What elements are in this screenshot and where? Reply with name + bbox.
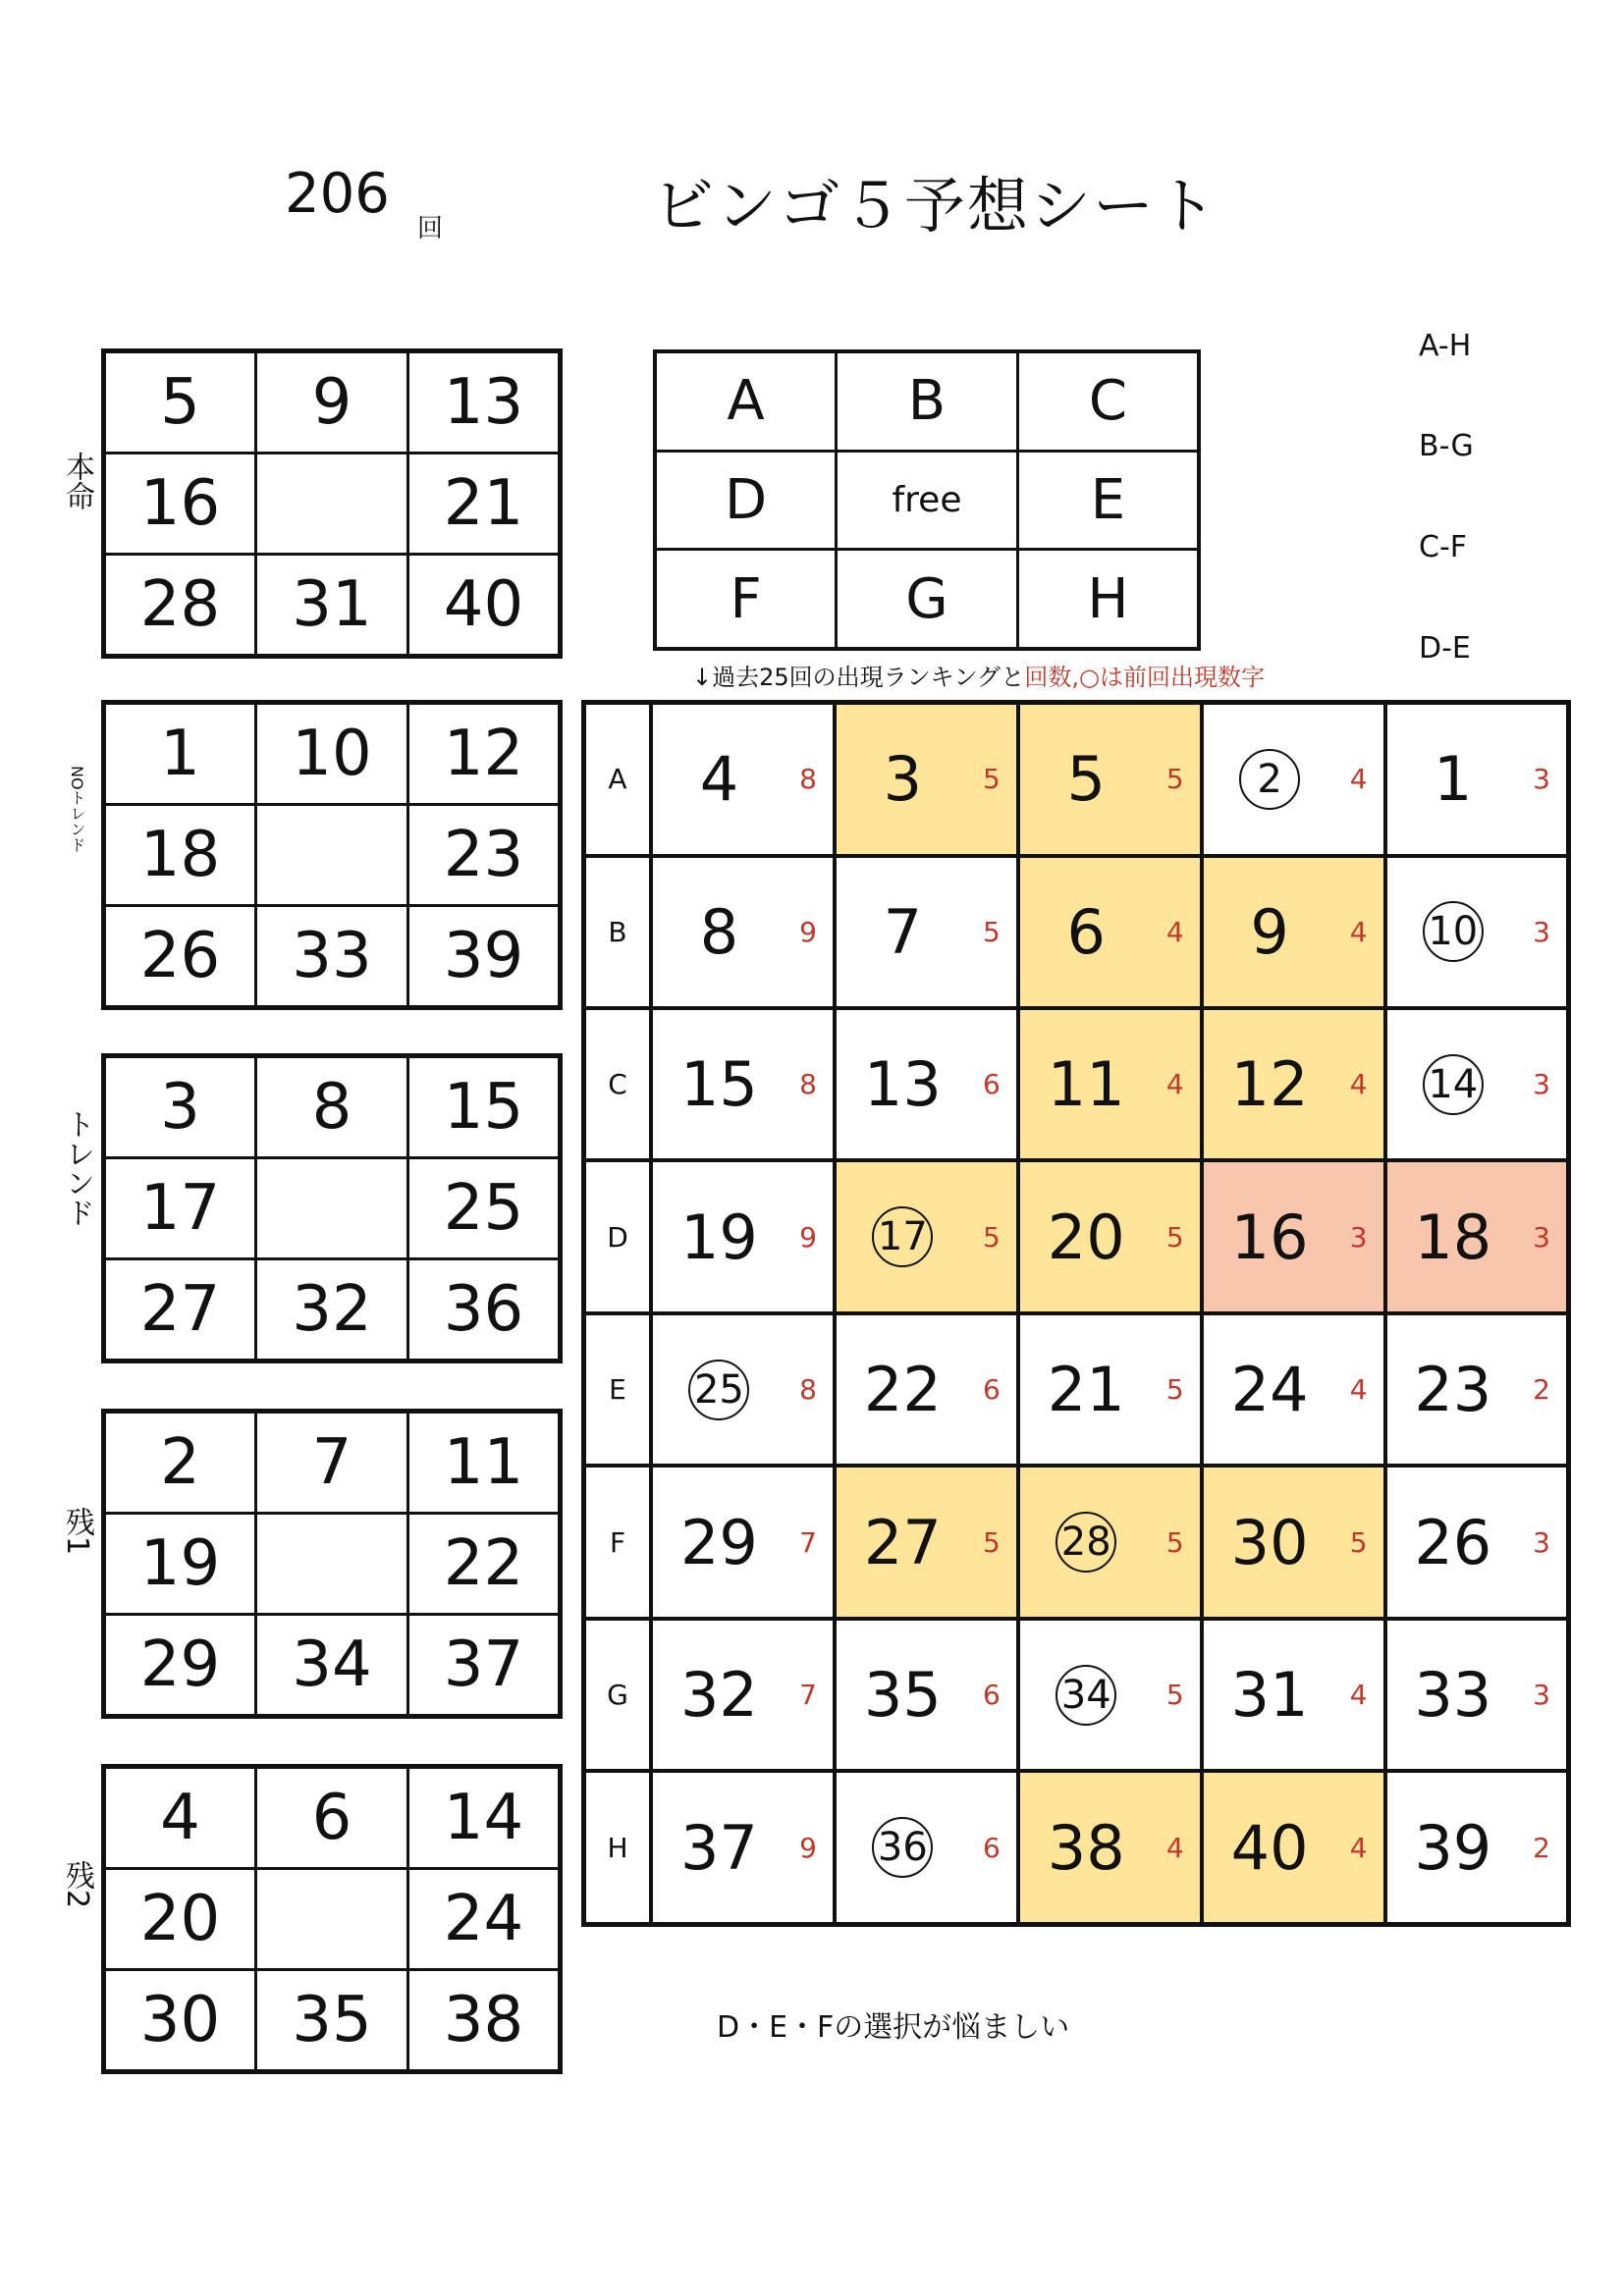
ranking-number — [837, 858, 969, 1006]
grid-cell: 30 — [104, 1970, 256, 2072]
ranking-number — [837, 705, 969, 854]
ranking-number-text: 38 — [1047, 1811, 1125, 1884]
grid-cell: 18 — [104, 805, 256, 906]
ranking-number-circled — [1387, 1010, 1519, 1158]
ranking-count: 5 — [982, 1220, 1001, 1254]
grid-cell: 32 — [256, 1259, 408, 1362]
ranking-count: 5 — [1165, 1220, 1184, 1254]
ranking-cell — [835, 1619, 1018, 1771]
ranking-count: 5 — [1165, 1679, 1184, 1712]
letter-cell: F — [655, 550, 837, 649]
ranking-cell — [651, 856, 835, 1008]
ranking-number — [837, 1621, 969, 1769]
ranking-row-label: G — [584, 1619, 652, 1771]
ranking-row-label: D — [584, 1160, 652, 1312]
letter-cell: D — [655, 451, 837, 550]
ranking-number — [1387, 705, 1519, 854]
ranking-count: 4 — [1165, 1831, 1184, 1864]
ranking-cell — [1385, 856, 1569, 1008]
ranking-cell — [1385, 1008, 1569, 1160]
grid-label-text: 残2 — [60, 1860, 94, 1909]
line-label: B-G — [1419, 429, 1474, 463]
ranking-cell — [1018, 703, 1202, 856]
ranking-cell — [1202, 1313, 1385, 1466]
ranking-cell — [835, 1313, 1018, 1466]
grid-cell: 33 — [256, 906, 408, 1008]
ranking-count: 6 — [982, 1831, 1001, 1864]
ranking-cell — [835, 1008, 1018, 1160]
ranking-number-text: 15 — [679, 1048, 758, 1121]
grid-cell: 40 — [408, 555, 561, 657]
ranking-number-text: 27 — [863, 1506, 942, 1578]
letter-cell: C — [1017, 351, 1199, 451]
ranking-number-text: 5 — [1066, 743, 1106, 816]
ranking-number — [1020, 705, 1153, 854]
ranking-number-text: 26 — [1414, 1506, 1492, 1578]
ranking-number-text: 14 — [1423, 1054, 1484, 1115]
ranking-row — [584, 1619, 1569, 1771]
ranking-count: 8 — [799, 1068, 817, 1101]
prediction-grid-zan1 — [101, 1409, 563, 1719]
ranking-number-text: 21 — [1047, 1354, 1125, 1426]
ranking-cell — [651, 1160, 835, 1312]
grid-cell: 28 — [104, 555, 256, 657]
ranking-count: 5 — [982, 1525, 1001, 1559]
ranking-count: 4 — [1349, 1068, 1368, 1101]
ranking-count: 2 — [1533, 1373, 1550, 1407]
grid-cell: 23 — [408, 805, 561, 906]
line-label: C-F — [1419, 530, 1468, 564]
grid-cell: 13 — [408, 351, 561, 454]
ranking-number-text: 40 — [1230, 1811, 1309, 1884]
grid-cell: 3 — [104, 1056, 256, 1158]
grid-label-text: NOトレンド — [68, 766, 86, 853]
ranking-row-label: H — [584, 1771, 652, 1924]
note-text: D・E・Fの選択が悩ましい — [717, 2010, 1070, 2045]
ranking-count: 5 — [982, 915, 1001, 948]
grid-cell: 21 — [408, 454, 561, 555]
ranking-cell — [835, 856, 1018, 1008]
prediction-grid-honmei — [101, 348, 563, 659]
line-label: A-H — [1419, 329, 1472, 363]
ranking-count: 9 — [799, 1831, 817, 1864]
ranking-cell — [1202, 703, 1385, 856]
ranking-number-circled — [1387, 858, 1519, 1006]
ranking-number-text: 13 — [863, 1048, 942, 1121]
grid-cell-free — [256, 1514, 408, 1615]
ranking-number — [653, 1773, 785, 1922]
ranking-row-label: E — [584, 1313, 652, 1466]
ranking-number-text: 1 — [1434, 743, 1473, 816]
ranking-number-text: 22 — [863, 1354, 942, 1426]
ranking-row — [584, 856, 1569, 1008]
ranking-cell — [1385, 1313, 1569, 1466]
ranking-number-text: 39 — [1414, 1811, 1492, 1884]
letter-cell: A — [655, 351, 837, 451]
ranking-row — [584, 1313, 1569, 1466]
ranking-number-text: 7 — [883, 895, 923, 968]
letter-cell: G — [837, 550, 1018, 649]
grid-cell: 11 — [408, 1412, 561, 1514]
grid-cell: 14 — [408, 1767, 561, 1869]
letter-cell: H — [1017, 550, 1199, 649]
ranking-count: 5 — [1165, 763, 1184, 796]
ranking-cell — [651, 1008, 835, 1160]
grid-label-no-trend — [52, 766, 101, 858]
ranking-count: 4 — [1349, 1373, 1368, 1407]
ranking-number — [1387, 1468, 1519, 1616]
ranking-number — [1387, 1621, 1519, 1769]
ranking-number-text: 24 — [1230, 1354, 1309, 1426]
ranking-count: 4 — [1165, 1068, 1184, 1101]
grid-cell-free — [256, 805, 408, 906]
ranking-count: 4 — [1349, 915, 1368, 948]
ranking-number-text: 35 — [863, 1659, 942, 1732]
ranking-number — [1020, 858, 1153, 1006]
ranking-number-text: 3 — [883, 743, 923, 816]
ranking-body — [584, 703, 1569, 1925]
ranking-number — [653, 1162, 785, 1310]
ranking-number-text: 33 — [1414, 1659, 1492, 1732]
ranking-number-circled — [837, 1773, 969, 1922]
ranking-cell — [835, 703, 1018, 856]
grid-cell: 26 — [104, 906, 256, 1008]
ranking-count: 3 — [1533, 1068, 1550, 1101]
grid-label-zan1 — [52, 1507, 101, 1571]
ranking-cell — [1385, 1466, 1569, 1618]
ranking-cell — [835, 1771, 1018, 1924]
grid-cell: 22 — [408, 1514, 561, 1615]
grid-cell-free — [256, 1158, 408, 1259]
page-title: ビンゴ５予想シート — [653, 170, 1219, 241]
ranking-number — [653, 858, 785, 1006]
ranking-number — [1387, 1162, 1519, 1310]
ranking-number — [1204, 1621, 1336, 1769]
ranking-row-label: C — [584, 1008, 652, 1160]
ranking-count: 9 — [799, 1220, 817, 1254]
grid-cell: 4 — [104, 1767, 256, 1869]
ranking-number — [1204, 1315, 1336, 1464]
ranking-count: 4 — [1349, 763, 1368, 796]
ranking-cell — [1018, 1160, 1202, 1312]
ranking-count: 6 — [982, 1679, 1001, 1712]
ranking-number — [1204, 858, 1336, 1006]
ranking-cell — [1385, 1771, 1569, 1924]
ranking-count: 3 — [1533, 1525, 1550, 1559]
ranking-number — [1387, 1773, 1519, 1922]
ranking-count: 5 — [1165, 1525, 1184, 1559]
ranking-row-label: F — [584, 1466, 652, 1618]
ranking-number — [1204, 1468, 1336, 1616]
ranking-number-text: 6 — [1066, 895, 1106, 968]
ranking-cell — [651, 703, 835, 856]
grid-label-text: 本命 — [60, 452, 94, 510]
ranking-count: 8 — [799, 1373, 817, 1407]
ranking-cell — [651, 1771, 835, 1924]
ranking-number-text: 29 — [679, 1506, 758, 1578]
ranking-number — [653, 1010, 785, 1158]
ranking-count: 4 — [1165, 915, 1184, 948]
grid-cell: 6 — [256, 1767, 408, 1869]
ranking-number-text: 37 — [679, 1811, 758, 1884]
grid-cell: 29 — [104, 1615, 256, 1717]
round-unit: 回 — [417, 214, 444, 243]
ranking-cell — [1018, 856, 1202, 1008]
ranking-number — [1204, 1162, 1336, 1310]
ranking-count: 7 — [799, 1525, 817, 1559]
ranking-number-text: 34 — [1056, 1665, 1116, 1726]
grid-cell-free — [256, 1869, 408, 1970]
grid-cell: 16 — [104, 454, 256, 555]
grid-cell: 34 — [256, 1615, 408, 1717]
grid-cell: 31 — [256, 555, 408, 657]
grid-cell: 1 — [104, 703, 256, 805]
grid-cell: 7 — [256, 1412, 408, 1514]
ranking-count: 3 — [1349, 1220, 1368, 1254]
ranking-number-text: 11 — [1047, 1048, 1125, 1121]
grid-label-honmei — [52, 452, 101, 526]
ranking-number — [1020, 1773, 1153, 1922]
ranking-count: 5 — [1349, 1525, 1368, 1559]
ranking-row-label: B — [584, 856, 652, 1008]
grid-cell: 27 — [104, 1259, 256, 1362]
ranking-number — [837, 1315, 969, 1464]
ranking-caption-highlight: 回数,○は前回出現数字 — [1024, 664, 1265, 691]
ranking-cell — [651, 1466, 835, 1618]
ranking-cell — [1018, 1008, 1202, 1160]
grid-cell: 8 — [256, 1056, 408, 1158]
ranking-cell — [1385, 1619, 1569, 1771]
ranking-number — [837, 1468, 969, 1616]
ranking-number-text: 18 — [1414, 1201, 1492, 1273]
ranking-count: 9 — [799, 915, 817, 948]
ranking-number-text: 10 — [1423, 901, 1484, 962]
ranking-count: 3 — [1533, 763, 1550, 796]
ranking-count: 4 — [1349, 1679, 1368, 1712]
letter-grid — [653, 349, 1201, 651]
ranking-cell — [835, 1466, 1018, 1618]
ranking-cell — [1018, 1619, 1202, 1771]
grid-label-trend — [52, 1109, 101, 1243]
ranking-count: 8 — [799, 763, 817, 796]
ranking-row — [584, 1008, 1569, 1160]
ranking-number-text: 30 — [1230, 1506, 1309, 1578]
ranking-number-circled — [1020, 1468, 1153, 1616]
grid-label-zan2 — [52, 1860, 101, 1924]
ranking-number — [1204, 1773, 1336, 1922]
ranking-cell — [835, 1160, 1018, 1312]
ranking-number-text: 9 — [1250, 895, 1289, 968]
grid-cell: 39 — [408, 906, 561, 1008]
ranking-cell — [1018, 1771, 1202, 1924]
ranking-cell — [651, 1313, 835, 1466]
ranking-row — [584, 1466, 1569, 1618]
ranking-number-text: 32 — [679, 1659, 758, 1732]
ranking-row — [584, 1160, 1569, 1312]
ranking-number-circled — [1020, 1621, 1153, 1769]
ranking-cell — [1385, 703, 1569, 856]
grid-cell: 15 — [408, 1056, 561, 1158]
ranking-number — [1204, 1010, 1336, 1158]
round-number: 206 — [285, 162, 390, 226]
ranking-number-text: 23 — [1414, 1354, 1492, 1426]
grid-cell: 10 — [256, 703, 408, 805]
letter-cell: B — [837, 351, 1018, 451]
grid-cell: 20 — [104, 1869, 256, 1970]
ranking-row-label: A — [584, 703, 652, 856]
ranking-number — [653, 1468, 785, 1616]
ranking-count: 4 — [1349, 1831, 1368, 1864]
ranking-number-text: 31 — [1230, 1659, 1309, 1732]
ranking-count: 2 — [1533, 1831, 1550, 1864]
grid-cell: 5 — [104, 351, 256, 454]
grid-cell: 37 — [408, 1615, 561, 1717]
letter-cell-free: free — [837, 451, 1018, 550]
ranking-number — [1020, 1162, 1153, 1310]
ranking-cell — [1202, 1771, 1385, 1924]
grid-cell-free — [256, 454, 408, 555]
ranking-number — [653, 1621, 785, 1769]
ranking-number-text: 12 — [1230, 1048, 1309, 1121]
ranking-number-text: 8 — [699, 895, 739, 968]
ranking-number — [1020, 1010, 1153, 1158]
ranking-number — [1387, 1315, 1519, 1464]
ranking-cell — [1202, 1466, 1385, 1618]
ranking-number — [1020, 1315, 1153, 1464]
grid-cell: 2 — [104, 1412, 256, 1514]
grid-cell: 25 — [408, 1158, 561, 1259]
ranking-row — [584, 703, 1569, 856]
ranking-number-circled — [1204, 705, 1336, 854]
ranking-count: 6 — [982, 1068, 1001, 1101]
prediction-grid-no-trend — [101, 700, 563, 1010]
ranking-number-circled — [653, 1315, 785, 1464]
ranking-number-text: 20 — [1047, 1201, 1125, 1273]
grid-cell: 12 — [408, 703, 561, 805]
prediction-grid-zan2 — [101, 1764, 563, 2074]
ranking-cell — [1385, 1160, 1569, 1312]
ranking-number-circled — [837, 1162, 969, 1310]
ranking-caption — [692, 658, 1265, 692]
ranking-number — [653, 705, 785, 854]
prediction-grid-trend — [101, 1053, 563, 1363]
ranking-count: 5 — [982, 763, 1001, 796]
ranking-cell — [651, 1619, 835, 1771]
ranking-number-text: 28 — [1056, 1512, 1116, 1573]
line-label: D-E — [1419, 631, 1471, 666]
ranking-number — [837, 1010, 969, 1158]
ranking-cell — [1202, 856, 1385, 1008]
ranking-number-text: 16 — [1230, 1201, 1309, 1273]
ranking-count: 6 — [982, 1373, 1001, 1407]
ranking-count: 3 — [1533, 1220, 1550, 1254]
grid-cell: 9 — [256, 351, 408, 454]
ranking-number-text: 36 — [872, 1817, 933, 1878]
ranking-cell — [1202, 1160, 1385, 1312]
grid-label-text: トレンド — [60, 1109, 94, 1227]
ranking-number-text: 2 — [1239, 749, 1300, 810]
ranking-row — [584, 1771, 1569, 1924]
ranking-grid — [581, 700, 1571, 1927]
ranking-count: 5 — [1165, 1373, 1184, 1407]
ranking-caption-prefix: ↓過去25回の出現ランキングと — [692, 664, 1025, 691]
ranking-count: 3 — [1533, 915, 1550, 948]
ranking-number-text: 4 — [699, 743, 739, 816]
grid-cell: 36 — [408, 1259, 561, 1362]
ranking-cell — [1202, 1619, 1385, 1771]
ranking-count: 3 — [1533, 1679, 1550, 1712]
ranking-count: 7 — [799, 1679, 817, 1712]
ranking-cell — [1018, 1313, 1202, 1466]
ranking-cell — [1202, 1008, 1385, 1160]
letter-cell: E — [1017, 451, 1199, 550]
ranking-number-text: 19 — [679, 1201, 758, 1273]
grid-cell: 38 — [408, 1970, 561, 2072]
grid-label-text: 残1 — [60, 1507, 94, 1556]
grid-cell: 24 — [408, 1869, 561, 1970]
grid-cell: 19 — [104, 1514, 256, 1615]
grid-cell: 35 — [256, 1970, 408, 2072]
grid-cell: 17 — [104, 1158, 256, 1259]
ranking-number-text: 25 — [688, 1360, 749, 1420]
ranking-number-text: 17 — [872, 1206, 933, 1267]
ranking-cell — [1018, 1466, 1202, 1618]
